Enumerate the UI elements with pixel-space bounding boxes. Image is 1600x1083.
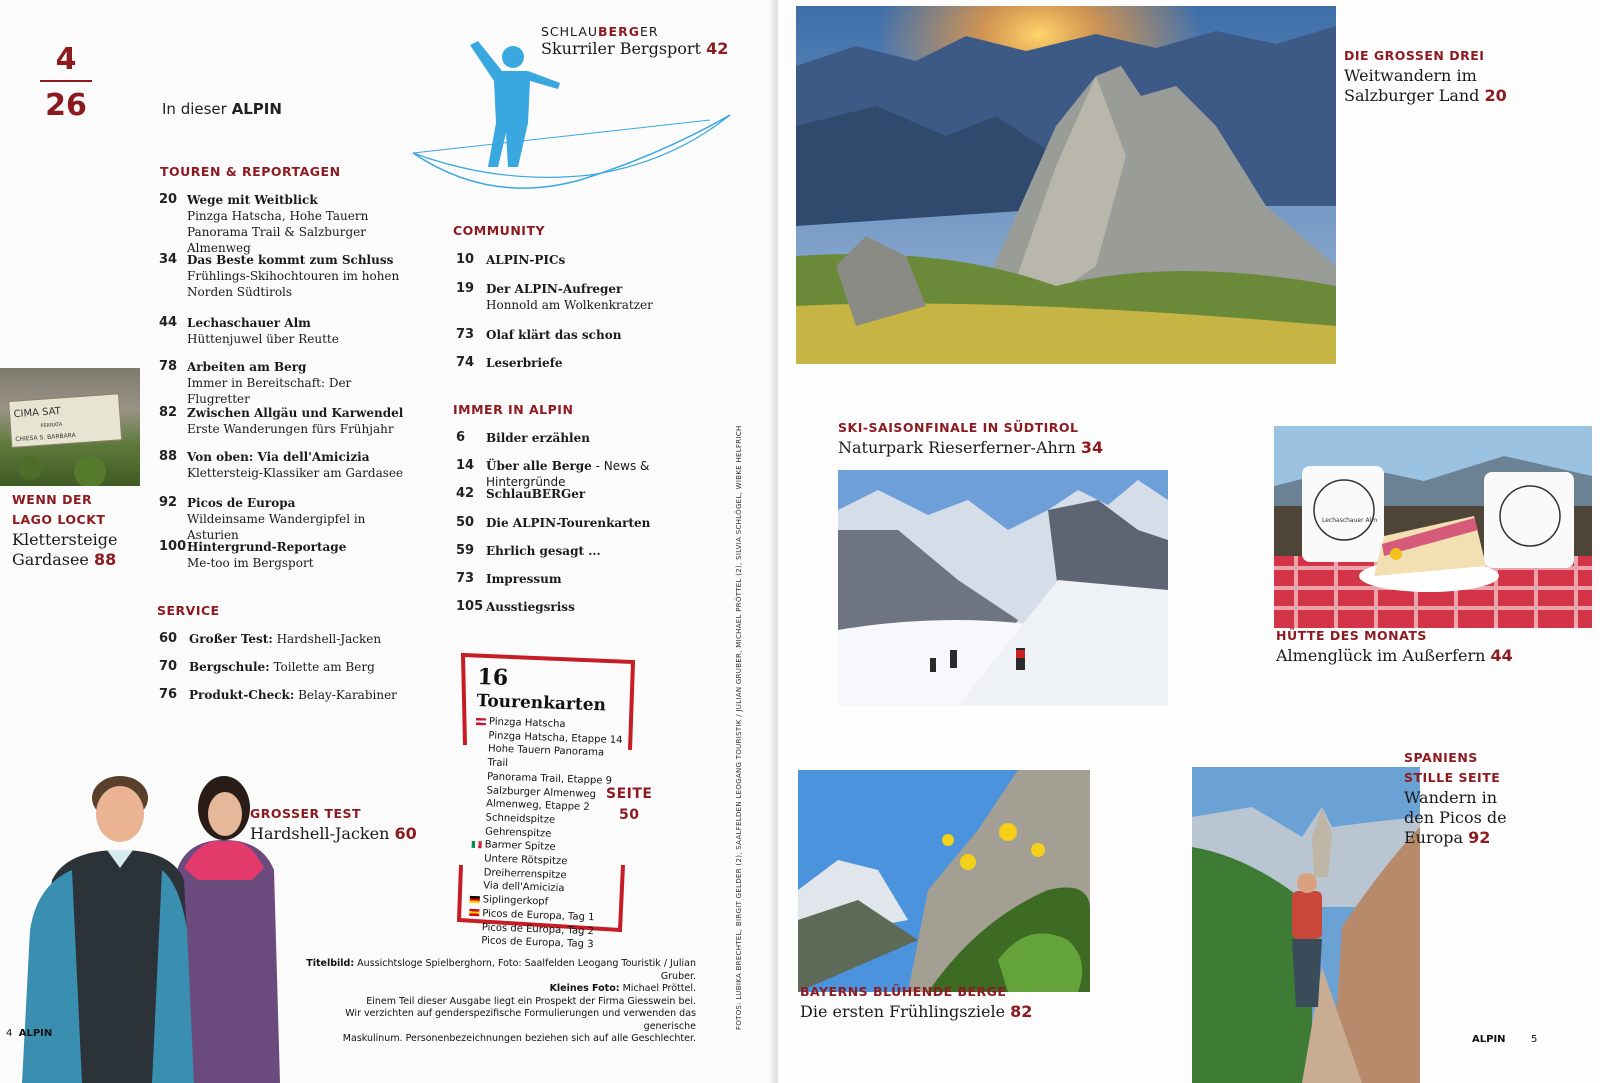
immer-item-text (486, 543, 716, 559)
service-item-text (189, 687, 419, 703)
immer-item-text (486, 571, 716, 587)
issue-month: 4 (55, 42, 77, 77)
in-dieser-text: In dieser (162, 100, 232, 118)
community-item-text (486, 281, 716, 313)
touren-item-text (187, 405, 407, 437)
flag-icon (476, 717, 486, 724)
service-item-label: Großer Test: (189, 632, 273, 646)
tourenkarten-box[interactable] (468, 664, 628, 953)
touren-item[interactable] (159, 252, 459, 299)
community-item-text (486, 327, 716, 343)
huette-tag: HÜTTE DES MONATS (1276, 628, 1427, 643)
immer-item-page: 73 (456, 571, 475, 586)
lago-tag2: LAGO LOCKT (12, 512, 106, 527)
touren-item[interactable] (159, 359, 459, 406)
lago-photo[interactable] (0, 368, 140, 486)
drei-tag: DIE GROSSEN DREI (1344, 48, 1485, 63)
tourenkarten-label: Tourenkarten (476, 690, 607, 716)
right-page-number: 5 (1530, 1034, 1538, 1045)
community-item[interactable] (456, 355, 756, 395)
immer-item-title: Bilder erzählen (486, 431, 590, 445)
right-brand: ALPIN (1472, 1034, 1506, 1045)
footnote-titelbild (290, 958, 696, 983)
spanien-teaser[interactable] (1404, 748, 1507, 848)
tourenkarte-name: Hohe Tauern Panorama Trail (487, 743, 605, 770)
left-brand: ALPIN (18, 1028, 53, 1039)
community-item[interactable] (456, 281, 756, 321)
tourenkarte-name: Barmer Spitze (484, 839, 556, 854)
left-folio (6, 1028, 52, 1039)
community-item-subtitle: Honnold am Wolkenkratzer (486, 298, 653, 312)
test-title-row (250, 824, 417, 844)
right-folio (1472, 1034, 1537, 1045)
community-heading: COMMUNITY (453, 223, 546, 238)
immer-item-page: 6 (456, 430, 466, 445)
touren-item-text (187, 539, 407, 571)
community-item-text (486, 252, 716, 268)
issue-year: 26 (45, 88, 87, 123)
test-photo[interactable] (12, 770, 282, 1083)
slackline-illustration (410, 35, 740, 200)
photo-credits (735, 425, 745, 1030)
tourenkarte-name: Schneidspitze (485, 812, 556, 826)
community-item-page: 19 (456, 281, 475, 296)
ski-teaser[interactable] (838, 418, 1103, 458)
lago-tag1: WENN DER (12, 492, 93, 507)
touren-item-page: 20 (159, 192, 178, 207)
lago-sign-graphic (0, 368, 140, 486)
tourenkarten-heading (476, 664, 628, 716)
seite-label: SEITE (606, 786, 653, 802)
tourenkarten-count: 16 (477, 664, 509, 692)
community-item-text (486, 355, 716, 371)
footnote-kleines (290, 983, 696, 996)
lago-teaser[interactable] (12, 490, 117, 570)
touren-item-text (187, 252, 407, 300)
drei-page: 20 (1484, 86, 1507, 105)
kleines-text: Michael Pröttel. (619, 983, 696, 994)
schlauberger-mid: BERG (598, 24, 640, 39)
immer-item-text (486, 430, 716, 446)
touren-item-text (187, 449, 407, 481)
test-page: 60 (394, 824, 417, 843)
touren-heading: TOUREN & REPORTAGEN (160, 164, 341, 179)
drei-teaser[interactable] (1344, 46, 1507, 106)
in-dieser-brand: ALPIN (231, 100, 282, 118)
touren-item-subtitle: Wildeinsame Wandergipfel in Asturien (187, 512, 366, 542)
left-page-number: 4 (6, 1028, 13, 1039)
left-page (0, 0, 780, 1083)
touren-item-subtitle: Hüttenjuwel über Reutte (187, 332, 339, 346)
tourenkarte-name: Almenweg, Etappe 2 (485, 798, 590, 814)
flag-icon (470, 895, 480, 902)
titelbild-text: Aussichtsloge Spielberghorn, Foto: Saalfelden Leogang Touristik / Julian Gruber. (354, 958, 696, 982)
touren-item-page: 82 (159, 405, 178, 420)
service-item-topic: Hardshell-Jacken (272, 632, 382, 646)
spanien-tag1: SPANIENS (1404, 750, 1478, 765)
tourenkarte-name: Siplingerkopf (482, 894, 549, 908)
touren-item-subtitle: Immer in Bereitschaft: Der Flugretter (187, 376, 352, 406)
tourenkarte-name: Panorama Trail, Etappe 9 (486, 771, 613, 787)
kleines-label: Kleines Foto: (549, 983, 620, 994)
service-item-label: Produkt-Check: (189, 688, 295, 702)
test-title: Hardshell-Jacken (250, 824, 390, 843)
huette-title: Almenglück im Außerfern (1276, 646, 1486, 665)
tourenkarte-name: Picos de Europa, Tag 2 (481, 921, 595, 937)
footnote-line5: Maskulinum. Personenbezeichnungen beziehen sich auf alle Geschlechter. (342, 1033, 696, 1044)
spanien-line2: den Picos de (1404, 808, 1507, 827)
spanien-line1: Wandern in (1404, 788, 1498, 807)
test-tag: GROSSER TEST (250, 806, 362, 821)
touren-item-subtitle: Pinzga Hatscha, Hohe Tauern Panorama Trail & Salzburger Almenweg (187, 209, 369, 255)
schlauberger-tag (541, 24, 728, 39)
tourenkarte-name: Picos de Europa, Tag 1 (482, 908, 595, 924)
touren-item-page: 34 (159, 252, 178, 267)
issue-number (40, 42, 92, 124)
touren-item-title: Picos de Europa (187, 496, 296, 510)
service-item-page: 60 (159, 631, 178, 646)
tourenkarte-name: Gehrenspitze (484, 825, 552, 840)
community-item-page: 73 (456, 327, 475, 342)
service-item-text (189, 631, 419, 647)
lago-sign-line1: CIMA SAT (13, 405, 62, 421)
lago-sign-line3: CHIESA S. BARBARA (15, 431, 76, 444)
bayern-teaser[interactable] (800, 982, 1032, 1022)
touren-item-page: 44 (159, 315, 178, 330)
drei-line2-row (1344, 86, 1507, 106)
spanien-line3: Europa (1404, 828, 1464, 847)
lago-page: 88 (94, 550, 117, 569)
ski-title: Naturpark Rieserferner-Ahrn (838, 438, 1076, 457)
service-item-topic: Belay-Karabiner (294, 688, 397, 702)
schlauberger-title-row (541, 39, 728, 59)
touren-item-title: Das Beste kommt zum Schluss (187, 253, 394, 267)
huette-teaser[interactable] (1276, 626, 1513, 666)
community-item-title: Leserbriefe (486, 356, 563, 370)
touren-item[interactable] (159, 449, 459, 489)
immer-item-page: 59 (456, 543, 475, 558)
immer-item-text (486, 486, 716, 502)
bayern-title-row (800, 1002, 1032, 1022)
flag-icon (472, 841, 482, 848)
tourenkarte-name: Pinzga Hatscha, Etappe 14 (488, 730, 623, 746)
touren-item-title: Zwischen Allgäu und Karwendel (187, 406, 404, 420)
immer-item-page: 14 (456, 458, 475, 473)
immer-item-title: Über alle Berge (486, 459, 592, 473)
huette-mug-text: Lechaschauer Alm (1322, 517, 1378, 524)
tourenkarte-name: Salzburger Almenweg (486, 784, 597, 800)
footnote (290, 958, 696, 1046)
touren-item-title: Von oben: Via dell'Amicizia (187, 450, 370, 464)
bayern-tag: BAYERNS BLÜHENDE BERGE (800, 984, 1007, 999)
touren-item[interactable] (159, 405, 459, 445)
service-item-label: Bergschule: (189, 660, 270, 674)
lago-title1: Klettersteige (12, 530, 118, 549)
photo-credits-text: FOTOS: LUBIKA BRECHTEL, BIRGIT GELDER (2), SAALFELDEN LEOGANG TOURISTIK / JULIAN GRUBER, MICHAEL PRÖTTEL (2), SILVIA SCHLÖGEL, WIBKE HELFRICH (735, 425, 743, 1030)
drei-line2: Salzburger Land (1344, 86, 1480, 105)
community-item-title: Olaf klärt das schon (486, 328, 622, 342)
immer-heading: IMMER IN ALPIN (453, 402, 574, 417)
tourenkarte-name: Picos de Europa, Tag 3 (481, 935, 594, 951)
touren-item[interactable] (159, 539, 459, 579)
immer-item-title: Impressum (486, 572, 562, 586)
huette-page: 44 (1490, 646, 1513, 665)
touren-item-subtitle: Me-too im Bergsport (187, 556, 314, 570)
immer-item-page: 42 (456, 486, 475, 501)
tourenkarten-list (468, 715, 626, 953)
touren-item-text (187, 495, 407, 543)
spanien-line3-row (1404, 828, 1507, 848)
touren-item-title: Hintergrund-Reportage (187, 540, 347, 554)
immer-item-title: SchlauBERGer (486, 487, 586, 501)
touren-item[interactable] (159, 315, 459, 355)
touren-item[interactable] (159, 495, 459, 542)
community-item-title: ALPIN-PICs (486, 253, 566, 267)
tourenkarte-name: Pinzga Hatscha (488, 716, 566, 731)
touren-item-subtitle: Frühlings-Skihochtouren im hohen Norden Südtirols (187, 269, 400, 299)
seite-page: 50 (618, 807, 640, 823)
service-item[interactable] (159, 687, 459, 727)
ski-photo[interactable] (838, 470, 1168, 706)
immer-item[interactable] (456, 599, 756, 639)
touren-item-page: 78 (159, 359, 178, 374)
immer-item-text (486, 599, 716, 615)
right-page (778, 0, 1600, 1083)
touren-item-text (187, 192, 407, 256)
test-teaser[interactable] (250, 804, 417, 844)
bayern-photo[interactable] (798, 770, 1090, 992)
ski-title-row (838, 438, 1103, 458)
spanien-page: 92 (1468, 828, 1491, 847)
drei-line1: Weitwandern im (1344, 66, 1477, 85)
immer-item-title: Ehrlich gesagt ... (486, 544, 601, 558)
schlauberger-pre: SCHLAU (541, 24, 599, 39)
touren-item-text (187, 359, 407, 407)
touren-item-page: 100 (159, 539, 187, 554)
huette-title-row (1276, 646, 1513, 666)
community-item-page: 74 (456, 355, 475, 370)
schlauberger-post: ER (639, 24, 659, 39)
footnote-line3: Einem Teil dieser Ausgabe liegt ein Prospekt der Firma Giesswein bei. (366, 995, 696, 1007)
lago-sign-line2: FERRATA (40, 421, 63, 430)
tourenkarte-name: Via dell'Amicizia (483, 880, 565, 895)
service-heading: SERVICE (157, 603, 220, 618)
footnote-line4: Wir verzichten auf genderspezifische Formulierungen und verwenden das generische (345, 1008, 696, 1032)
touren-item-text (187, 315, 407, 347)
tourenkarten-seite (606, 784, 652, 826)
community-item-title: Der ALPIN-Aufreger (486, 282, 623, 296)
service-item-text (189, 659, 419, 675)
community-item-page: 10 (456, 252, 475, 267)
titelbild-label: Titelbild: (306, 958, 355, 969)
touren-item-subtitle: Erste Wanderungen fürs Frühjahr (187, 422, 394, 436)
schlauberger-page: 42 (706, 39, 729, 58)
immer-item-page: 50 (456, 515, 475, 530)
touren-item-title: Arbeiten am Berg (187, 360, 307, 374)
immer-item-text (486, 515, 716, 531)
bayern-title: Die ersten Frühlingsziele (800, 1002, 1006, 1021)
ski-tag: SKI-SAISONFINALE IN SÜDTIROL (838, 420, 1079, 435)
bayern-page: 82 (1010, 1002, 1033, 1021)
service-item-page: 70 (159, 659, 178, 674)
issue-divider (40, 80, 92, 82)
touren-item-subtitle: Klettersteig-Klassiker am Gardasee (187, 466, 404, 480)
touren-item-page: 88 (159, 449, 178, 464)
immer-item-title: Die ALPIN-Tourenkarten (486, 516, 651, 530)
immer-item-page: 105 (456, 599, 484, 614)
tourenkarte-name: Untere Rötspitze (484, 853, 568, 868)
lago-title2-row (12, 550, 117, 570)
flag-icon (469, 909, 479, 916)
immer-item-extra: - News & Hintergründe (486, 459, 650, 489)
immer-item-title: Ausstiegsriss (486, 600, 575, 614)
schlauberger-title: Skurriler Bergsport (541, 39, 701, 58)
schlauberger-teaser[interactable] (541, 24, 728, 59)
touren-item-title: Wege mit Weitblick (187, 193, 318, 207)
spanien-tag2: STILLE SEITE (1404, 770, 1501, 785)
service-item-page: 76 (159, 687, 178, 702)
huette-photo[interactable] (1274, 426, 1592, 628)
touren-item-page: 92 (159, 495, 178, 510)
lago-title2: Gardasee (12, 550, 89, 569)
touren-item-title: Lechaschauer Alm (187, 316, 311, 330)
spanien-photo[interactable] (1192, 767, 1420, 1083)
ski-page: 34 (1080, 438, 1104, 457)
service-item-topic: Toilette am Berg (269, 660, 375, 674)
in-dieser-heading (162, 100, 282, 118)
tourenkarte-name: Dreiherrenspitze (483, 867, 567, 881)
drei-photo[interactable] (796, 6, 1336, 364)
